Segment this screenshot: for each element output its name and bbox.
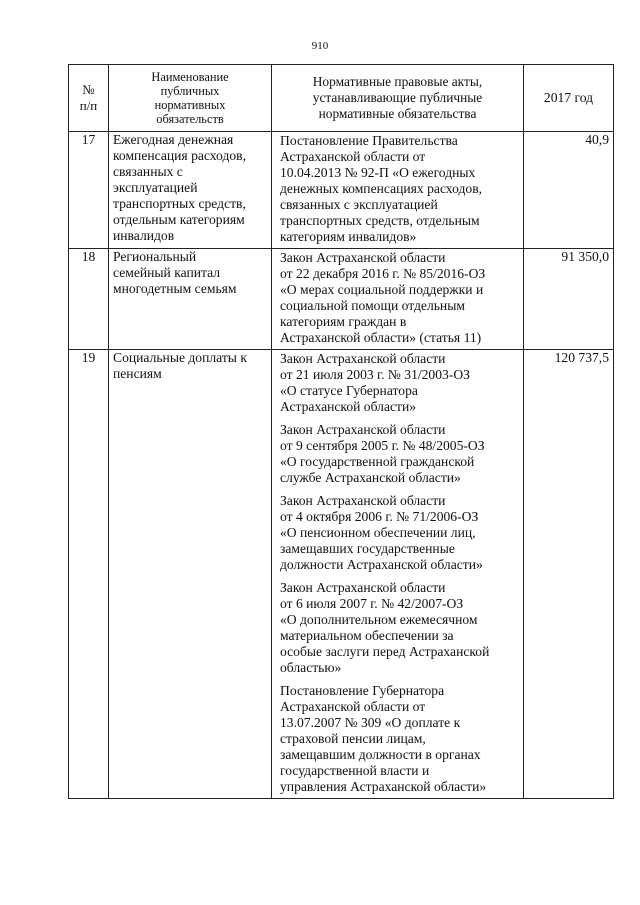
legal-acts <box>272 132 524 249</box>
legal-act-line: транспортных средств, отдельным <box>280 213 480 228</box>
page-number: 910 <box>311 40 329 52</box>
legal-act-line: от 4 октября 2006 г. № 71/2006-ОЗ <box>280 509 479 524</box>
legal-act-line: категориям граждан в <box>280 314 407 329</box>
table-row <box>69 249 614 350</box>
header-acts-line: нормативные обязательства <box>318 106 477 121</box>
legal-act-line: связанных с эксплуатацией <box>280 197 438 212</box>
legal-act-line: 10.04.2013 № 92-П «О ежегодных <box>280 165 476 180</box>
legal-act-line: от 9 сентября 2005 г. № 48/2005-ОЗ <box>280 438 485 453</box>
legal-act-line: замещавших государственные <box>280 541 455 556</box>
legal-act-line: Астраханской области» <box>280 399 417 414</box>
header-name-line: публичных <box>160 84 220 98</box>
legal-act-line: Астраханской области от <box>280 699 426 714</box>
legal-act-line: 13.07.2007 № 309 «О доплате к <box>280 715 461 730</box>
obligation-line: семейный капитал <box>113 265 221 280</box>
amount-2017: 40,9 <box>524 132 614 249</box>
header-name-line: обязательств <box>156 112 224 126</box>
legal-act-line: службе Астраханской области» <box>280 470 461 485</box>
legal-act-line: Закон Астраханской области <box>280 493 446 508</box>
header-legal-acts <box>272 65 524 132</box>
legal-act <box>276 350 519 418</box>
obligations-table <box>68 64 614 799</box>
legal-acts <box>272 350 524 799</box>
legal-act-line: областью» <box>280 660 342 675</box>
header-acts-line: Нормативные правовые акты, <box>312 74 483 89</box>
obligation-line: многодетным семьям <box>113 281 237 296</box>
header-year: 2017 год <box>524 65 614 132</box>
obligation-line: Ежегодная денежная <box>113 132 234 147</box>
legal-act-line: «О пенсионном обеспечении лиц, <box>280 525 476 540</box>
legal-act-line: Закон Астраханской области <box>280 250 446 265</box>
legal-act-line: «О дополнительном ежемесячном <box>280 612 478 627</box>
legal-acts <box>272 249 524 350</box>
legal-act-line: Закон Астраханской области <box>280 580 446 595</box>
legal-act-line: управления Астраханской области» <box>280 779 487 794</box>
obligation-line: отдельным категориям <box>113 212 245 227</box>
obligation-line: инвалидов <box>113 228 175 243</box>
header-acts-line: устанавливающие публичные <box>312 90 483 105</box>
obligation-name <box>109 249 272 350</box>
legal-act-line: социальной помощи отдельным <box>280 298 465 313</box>
legal-act-line: особые заслуги перед Астраханской <box>280 644 490 659</box>
row-number: 17 <box>69 132 109 249</box>
obligation-line: транспортных средств, <box>113 196 246 211</box>
legal-act-line: должности Астраханской области» <box>280 557 483 572</box>
obligation-line: пенсиям <box>113 366 162 381</box>
obligation-line: Региональный <box>113 249 197 264</box>
header-number-line: п/п <box>79 98 98 113</box>
obligation-line: компенсация расходов, <box>113 148 246 163</box>
amount-2017: 120 737,5 <box>524 350 614 799</box>
table-body <box>69 132 614 799</box>
legal-act <box>276 682 519 798</box>
legal-act-line: «О статусе Губернатора <box>280 383 418 398</box>
legal-act-line: Астраханской области от <box>280 149 426 164</box>
legal-act-line: государственной власти и <box>280 763 430 778</box>
legal-act-line: денежных компенсациях расходов, <box>280 181 483 196</box>
legal-act <box>276 421 519 489</box>
legal-act <box>276 132 519 248</box>
header-obligation-name <box>109 65 272 132</box>
obligation-line: эксплуатацией <box>113 180 198 195</box>
legal-act-line: Закон Астраханской области <box>280 351 446 366</box>
header-number-line: № <box>82 82 95 97</box>
legal-act-line: замещавшим должности в органах <box>280 747 481 762</box>
legal-act <box>276 492 519 576</box>
legal-act <box>276 249 519 349</box>
row-number: 18 <box>69 249 109 350</box>
legal-act-line: материальном обеспечении за <box>280 628 454 643</box>
legal-act-line: Астраханской области» (статья 11) <box>280 330 482 345</box>
legal-act-line: «О мерах социальной поддержки и <box>280 282 484 297</box>
legal-act-line: от 6 июля 2007 г. № 42/2007-ОЗ <box>280 596 464 611</box>
table-row <box>69 132 614 249</box>
table-row <box>69 350 614 799</box>
header-name-line: Наименование <box>151 70 229 84</box>
legal-act-line: Закон Астраханской области <box>280 422 446 437</box>
table-header <box>69 65 614 132</box>
legal-act-line: Постановление Губернатора <box>280 683 445 698</box>
legal-act-line: от 22 декабря 2016 г. № 85/2016-ОЗ <box>280 266 486 281</box>
header-name-line: нормативных <box>154 98 226 112</box>
obligation-line: Социальные доплаты к <box>113 350 247 365</box>
legal-act-line: от 21 июля 2003 г. № 31/2003-ОЗ <box>280 367 470 382</box>
obligation-line: связанных с <box>113 164 183 179</box>
legal-act <box>276 579 519 679</box>
legal-act-line: страховой пенсии лицам, <box>280 731 426 746</box>
header-number <box>69 65 109 132</box>
row-number: 19 <box>69 350 109 799</box>
legal-act-line: «О государственной гражданской <box>280 454 475 469</box>
legal-act-line: Постановление Правительства <box>280 133 458 148</box>
obligation-name <box>109 350 272 799</box>
amount-2017: 91 350,0 <box>524 249 614 350</box>
obligation-name <box>109 132 272 249</box>
legal-act-line: категориям инвалидов» <box>280 229 417 244</box>
